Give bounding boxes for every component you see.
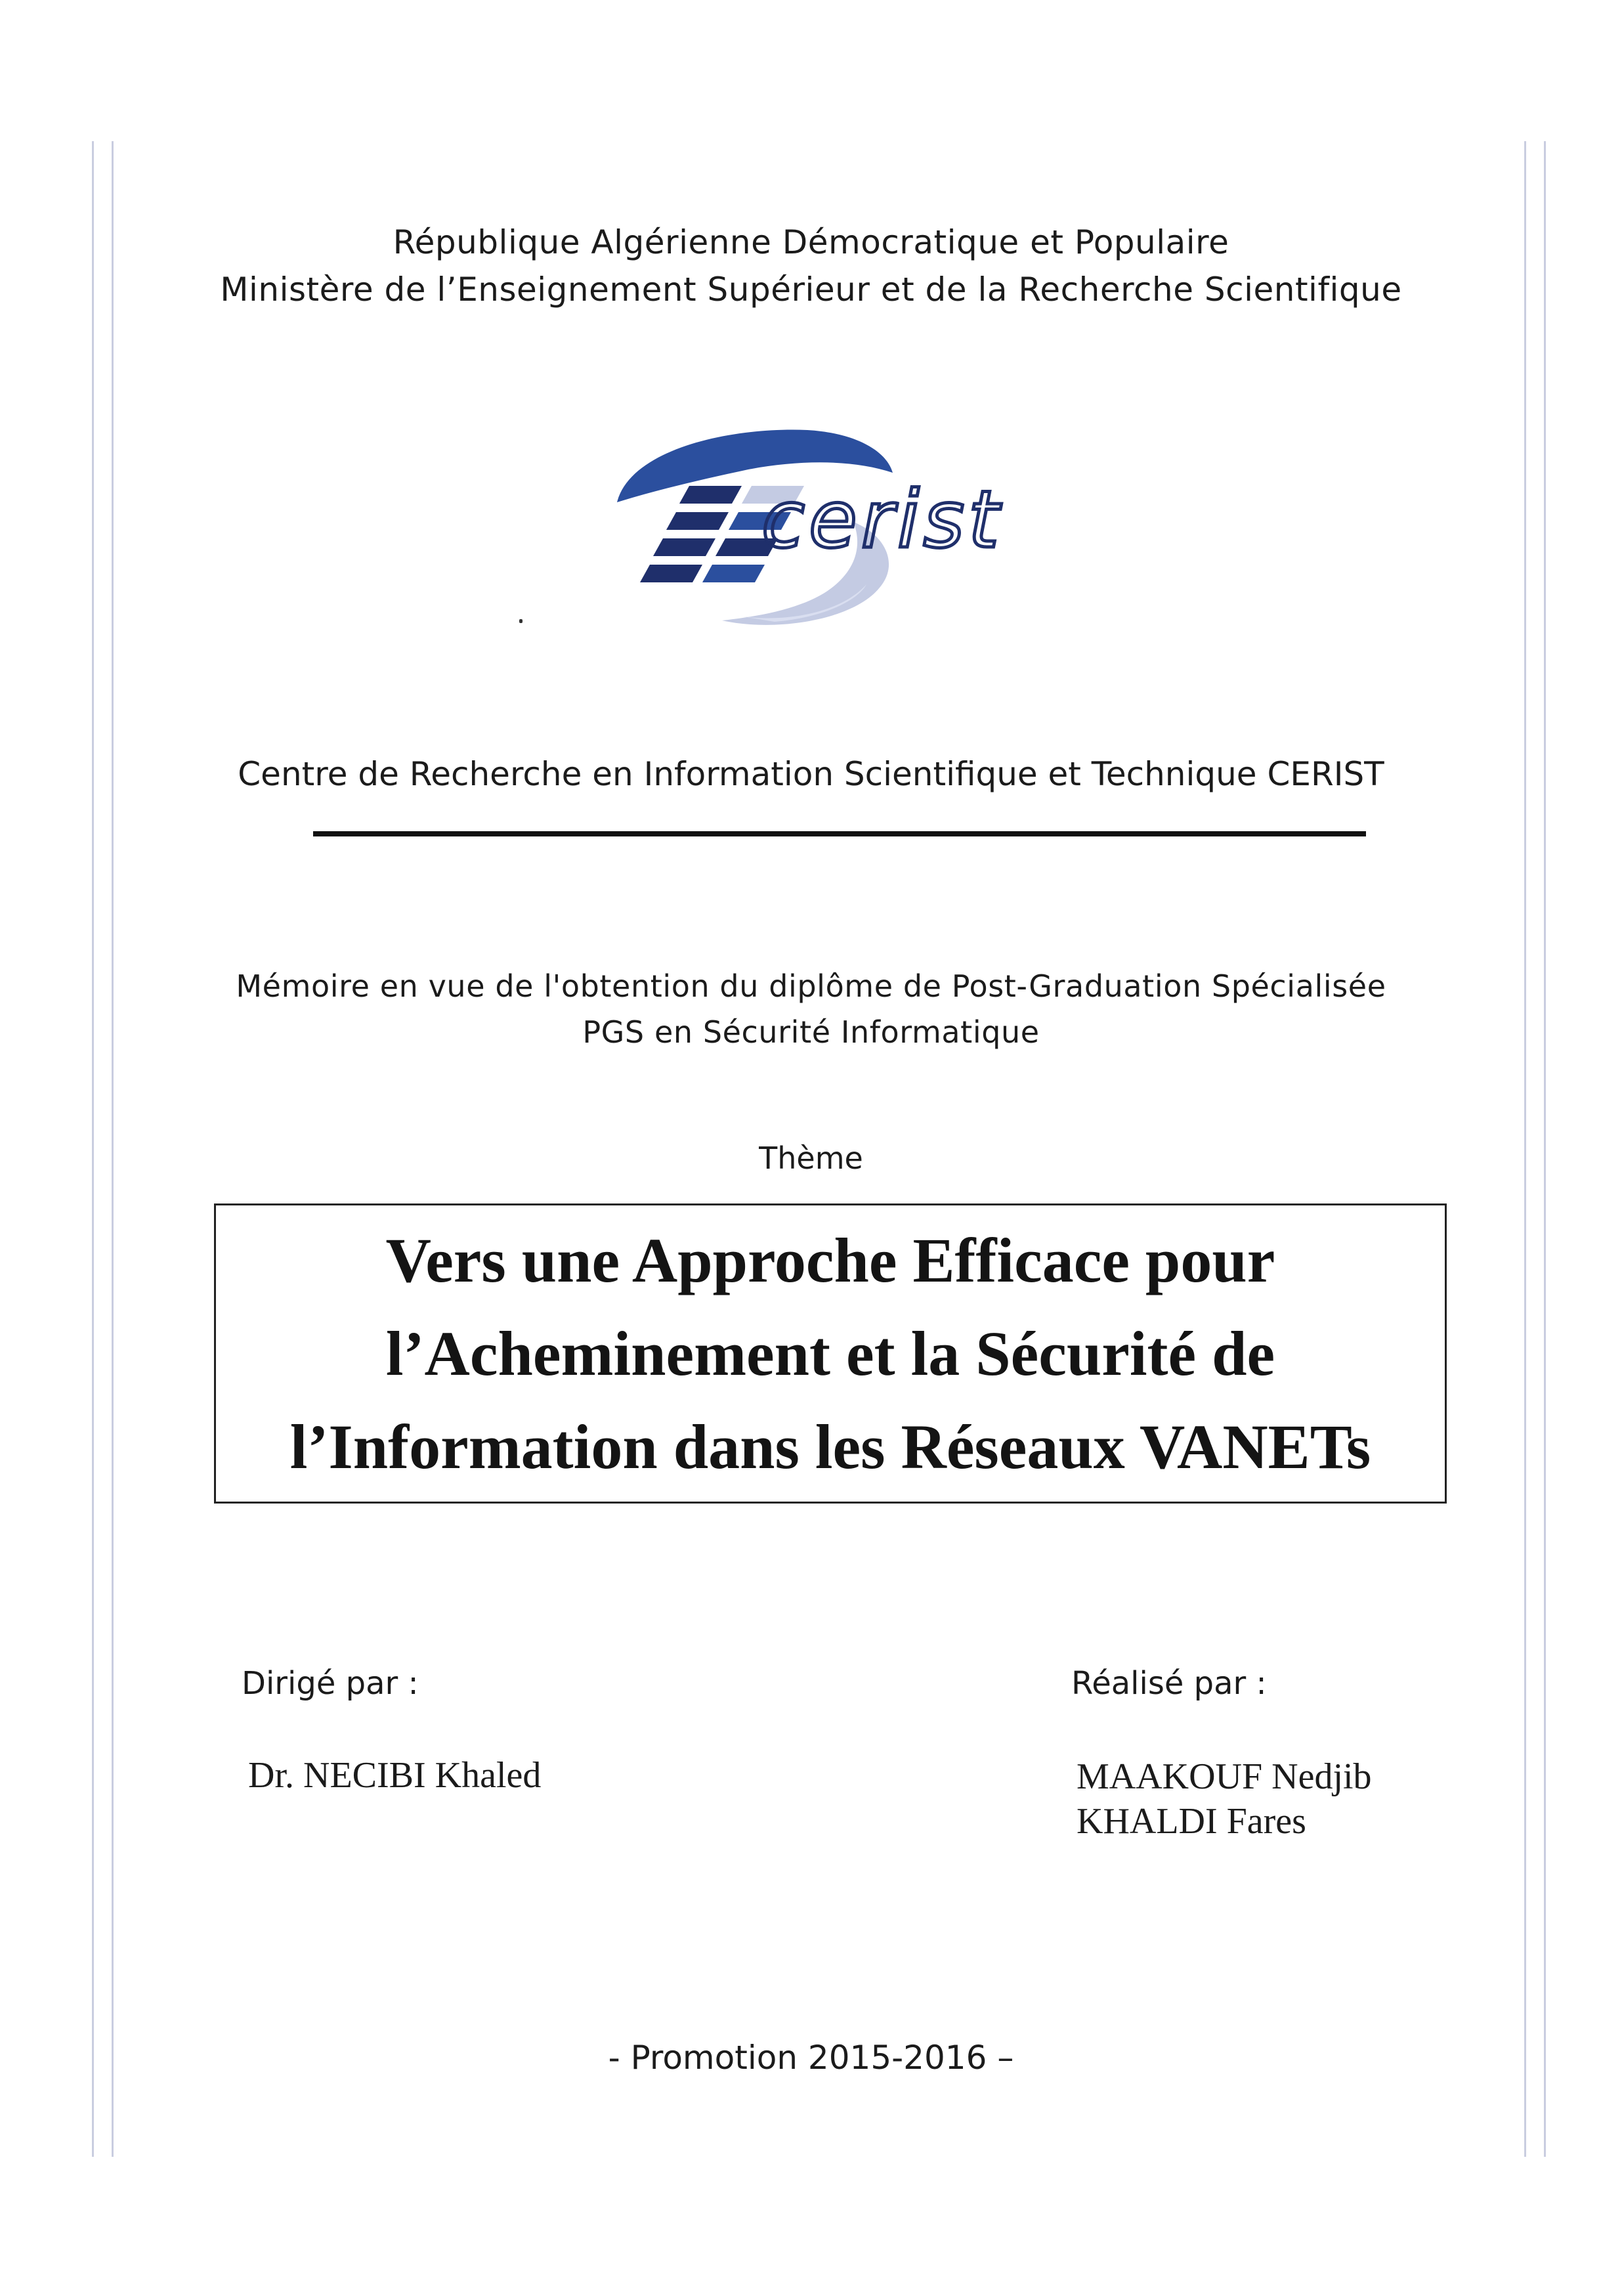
stray-mark [519, 619, 523, 623]
supervisor-label: Dirigé par : [242, 1665, 419, 1702]
cerist-logo [604, 423, 1050, 647]
memoire-line-2: PGS en Sécurité Informatique [582, 1014, 1040, 1050]
authors-label: Réalisé par : [1071, 1665, 1267, 1702]
cerist-logo-graphic [604, 423, 1050, 647]
memoire-line-1: Mémoire en vue de l'obtention du diplôme de Post-Graduation Spécialisée [236, 968, 1386, 1004]
republic-heading: République Algérienne Démocratique et Populaire [393, 223, 1229, 261]
title-line-2: l’Acheminement et la Sécurité de [385, 1318, 1275, 1389]
title-box [214, 1203, 1447, 1504]
author-name-1: MAAKOUF Nedjib [1077, 1756, 1372, 1797]
institution-name: Centre de Recherche en Information Scientifique et Technique CERIST [238, 755, 1384, 793]
title-line-3: l’Information dans les Réseaux VANETs [289, 1412, 1371, 1482]
author-name-2: KHALDI Fares [1077, 1801, 1306, 1842]
divider-rule [313, 831, 1366, 836]
title-line-1: Vers une Approche Efficace pour [385, 1225, 1275, 1295]
ministry-heading: Ministère de l’Enseignement Supérieur et de la Recherche Scientifique [220, 271, 1402, 309]
supervisor-name: Dr. NECIBI Khaled [248, 1755, 542, 1796]
promotion-line: - Promotion 2015-2016 – [608, 2039, 1014, 2077]
theme-label: Thème [759, 1140, 863, 1176]
logo-wordmark: cerist [761, 475, 1004, 566]
